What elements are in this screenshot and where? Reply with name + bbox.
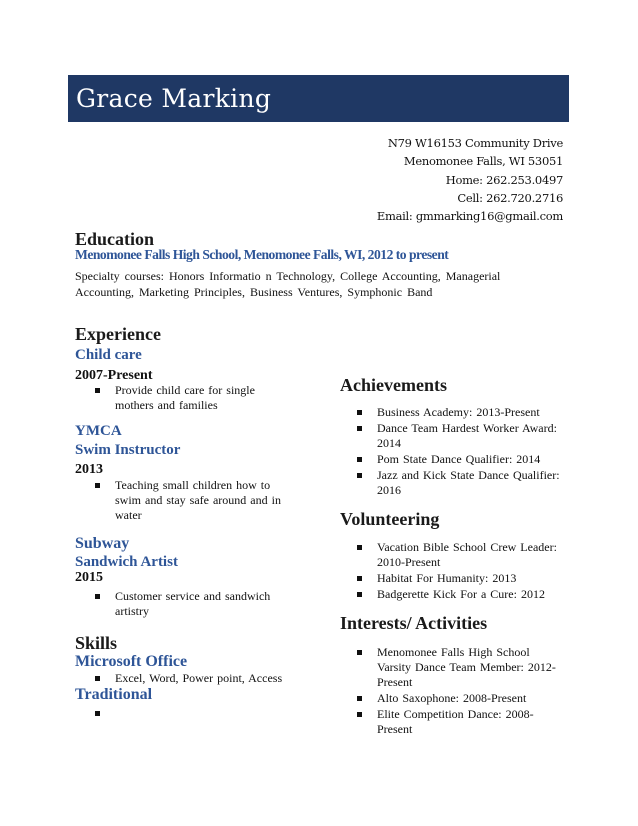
address-line-1: N79 W16153 Community Drive (387, 136, 563, 150)
list-item: Elite Competition Dance: 2008-Present (357, 707, 567, 737)
job-bullets-childcare (95, 383, 295, 413)
education-desc-line-1: Specialty courses: Honors Informatio n Technology, College Accounting, Managerial (75, 269, 501, 283)
job-bullets-subway (95, 589, 280, 619)
experience-heading: Experience (75, 324, 161, 344)
education-desc-line-2: Accounting, Marketing Principles, Business Ventures, Symphonic Band (75, 285, 433, 299)
name-banner (68, 75, 569, 122)
volunteering-heading: Volunteering (340, 509, 440, 529)
list-item: Dance Team Hardest Worker Award: 2014 (357, 421, 567, 451)
job-org-subway: Subway (75, 535, 130, 552)
education-description (75, 268, 545, 300)
list-item: Habitat For Humanity: 2013 (357, 571, 567, 586)
list-item: Badgerette Kick For a Cure: 2012 (357, 587, 567, 602)
home-phone: Home: 262.253.0497 (445, 172, 563, 187)
list-item: Jazz and Kick State Dance Qualifier: 2016 (357, 468, 567, 498)
skill-group-microsoft-office: Microsoft Office (75, 653, 188, 670)
skill-group-traditional: Traditional (75, 686, 153, 703)
achievements-heading: Achievements (340, 375, 447, 395)
job-org-ymca: YMCA (75, 423, 122, 439)
name-title: Grace Marking (76, 84, 272, 113)
list-item (95, 706, 295, 721)
cell-phone: Cell: 262.720.2716 (457, 190, 563, 205)
interests-list (357, 645, 567, 737)
skills-heading: Skills (75, 633, 118, 653)
interests-heading: Interests/ Activities (340, 613, 488, 633)
achievements-list (357, 405, 567, 498)
job-bullets-ymca (95, 478, 290, 523)
list-item: Provide child care for single mothers and families (95, 383, 295, 413)
job-years-ymca: 2013 (75, 462, 103, 477)
skill-bullets-traditional (95, 706, 295, 721)
list-item: Pom State Dance Qualifier: 2014 (357, 452, 567, 467)
skill-bullets-office (95, 671, 325, 686)
education-heading: Education (75, 229, 155, 249)
job-title-ymca: Swim Instructor (75, 442, 181, 458)
job-title-subway: Sandwich Artist (75, 554, 178, 570)
list-item: Vacation Bible School Crew Leader: 2010-Present (357, 540, 567, 570)
job-years-childcare: 2007-Present (75, 368, 153, 383)
volunteering-list (357, 540, 567, 602)
list-item: Menomonee Falls High School Varsity Dance Team Member: 2012-Present (357, 645, 567, 690)
list-item: Teaching small children how to swim and stay safe around and in water (95, 478, 290, 523)
list-item: Alto Saxophone: 2008-Present (357, 691, 567, 706)
contact-block (377, 134, 563, 225)
list-item: Customer service and sandwich artistry (95, 589, 280, 619)
address-line-2: Menomonee Falls, WI 53051 (403, 154, 563, 169)
list-item: Business Academy: 2013-Present (357, 405, 567, 420)
job-years-subway: 2015 (75, 570, 103, 585)
list-item: Excel, Word, Power point, Access (95, 671, 325, 686)
email: Email: gmmarking16@gmail.com (376, 209, 563, 224)
education-school: Menomonee Falls High School, Menomonee Falls, WI, 2012 to present (75, 247, 449, 262)
job-org-childcare: Child care (75, 347, 142, 363)
